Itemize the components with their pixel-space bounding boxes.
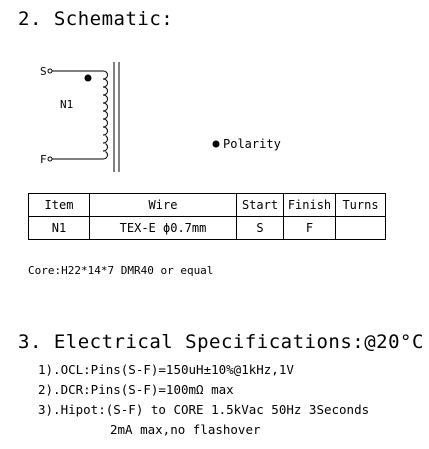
table-header-row <box>29 194 386 217</box>
cell-turns <box>336 217 386 240</box>
table-row <box>29 217 386 240</box>
winding-coil <box>103 71 108 159</box>
winding-polarity-dot <box>85 75 92 82</box>
cell-item: N1 <box>29 217 90 240</box>
spec-line-hipot: 3).Hipot:(S-F) to CORE 1.5kVac 50Hz 3Seconds <box>38 402 370 417</box>
section-2-title: 2. Schematic: <box>18 8 174 30</box>
cell-finish: F <box>284 217 336 240</box>
start-terminal <box>48 69 52 73</box>
pin-start-label: S <box>40 65 47 78</box>
finish-terminal <box>48 157 52 161</box>
core-note: Core:H22*14*7 DMR40 or equal <box>28 264 214 277</box>
pin-finish-label: F <box>40 153 47 166</box>
header-start: Start <box>237 194 284 217</box>
cell-wire: TEX-E ϕ0.7mm <box>90 217 237 240</box>
section-3-title: 3. Electrical Specifications:@20°C <box>18 331 424 353</box>
schematic-diagram <box>0 0 429 190</box>
cell-start: S <box>237 217 284 240</box>
polarity-label: Polarity <box>223 137 281 151</box>
header-finish: Finish <box>284 194 336 217</box>
winding-table <box>28 193 386 240</box>
header-turns: Turns <box>336 194 386 217</box>
spec-line-ocl: 1).OCL:Pins(S-F)=150uH±10%@1kHz,1V <box>38 362 294 377</box>
header-item: Item <box>29 194 90 217</box>
spec-line-dcr: 2).DCR:Pins(S-F)=100mΩ max <box>38 382 234 397</box>
header-wire: Wire <box>90 194 237 217</box>
winding-label: N1 <box>60 98 74 111</box>
spec-line-hipot-cont: 2mA max,no flashover <box>110 422 261 437</box>
polarity-dot-icon <box>213 141 220 148</box>
